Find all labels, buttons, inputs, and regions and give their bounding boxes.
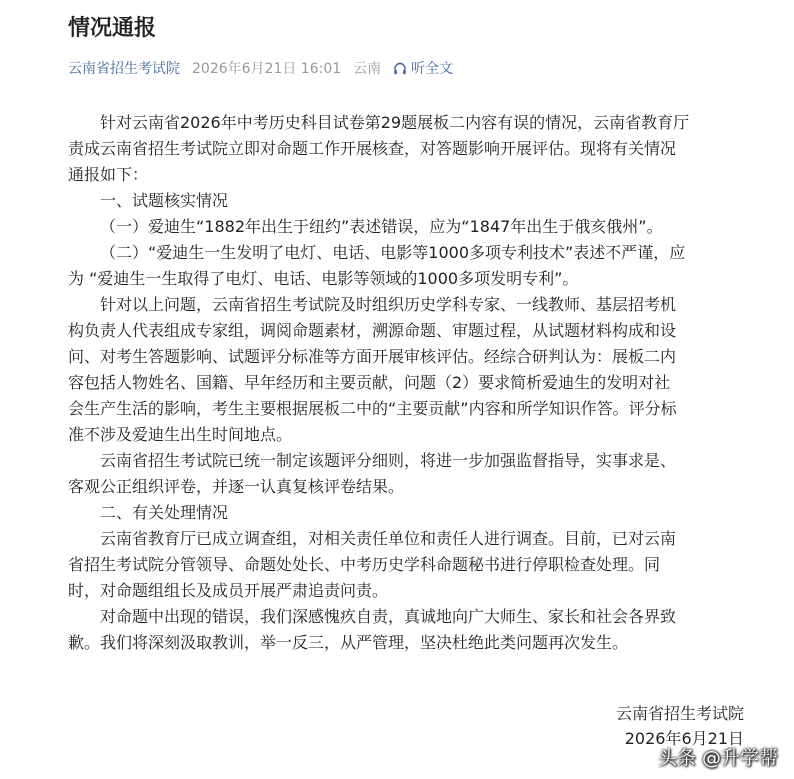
body-line: 歉。我们将深刻汲取教训，举一反三，从严管理，坚决杜绝此类问题再次发生。: [68, 633, 629, 652]
body-line: 责成云南省招生考试院立即对命题工作开展核查，对答题影响开展评估。现将有关情况: [68, 139, 677, 158]
body-line: 通报如下：: [68, 165, 149, 184]
body-line: 时，对命题组组长及成员开展严肃追责问责。: [68, 581, 389, 600]
article-meta: [68, 59, 453, 79]
body-line: 会生产生活的影响，考生主要根据展板二中的“主要贡献”内容和所学知识作答。评分标: [68, 399, 677, 418]
article-title: 情况通报: [68, 16, 157, 41]
article-location: 云南: [353, 61, 382, 77]
body-line: （二）“爱迪生一生发明了电灯、电话、电影等1000多项专利技术”表述不严谨，应: [100, 243, 686, 262]
section-heading: 一、试题核实情况: [100, 191, 229, 210]
body-line: 针对以上问题，云南省招生考试院及时组织历史学科专家、一线教师、基层招考机: [100, 295, 677, 314]
body-line: 为 “爱迪生一生取得了电灯、电话、电影等领域的1000多项发明专利”。: [68, 269, 579, 288]
article-body: [68, 110, 748, 656]
signature-org: 云南省招生考试院: [615, 704, 744, 723]
body-line: 云南省教育厅已成立调查组，对相关责任单位和责任人进行调查。目前，已对云南: [100, 529, 677, 548]
listen-label: 听全文: [411, 61, 454, 77]
body-line: 云南省招生考试院已统一制定该题评分细则，将进一步加强监督指导，实事求是、: [100, 451, 677, 470]
body-line: （一）爱迪生“1882年出生于纽约”表述错误，应为“1847年出生于俄亥俄州”。: [100, 217, 663, 236]
body-line: 针对云南省2026年中考历史科目试卷第29题展板二内容有误的情况，云南省教育厅: [100, 113, 690, 132]
body-line: 对命题中出现的错误，我们深感愧疚自责，真诚地向广大师生、家长和社会各界致: [100, 607, 677, 626]
body-line: 容包括人物姓名、国籍、早年经历和主要贡献，问题（2）要求简析爱迪生的发明对社: [68, 373, 671, 392]
article-source[interactable]: 云南省招生考试院: [68, 61, 180, 77]
body-line: 准不涉及爱迪生出生时间地点。: [68, 425, 293, 444]
body-line: 客观公正组织评卷，并逐一认真复核评卷结果。: [68, 477, 405, 496]
body-line: 问、对考生答题影响、试题评分标准等方面开展审核评估。经综合研判认为：展板二内: [68, 347, 677, 366]
body-line: 省招生考试院分管领导、命题处处长、中考历史学科命题秘书进行停职检查处理。同: [68, 555, 661, 574]
watermark: 头条 @升学帮: [657, 747, 778, 769]
headphones-icon: [393, 62, 407, 76]
signature-date: 2026年6月21日: [624, 729, 744, 748]
article-datetime: 2026年6月21日 16:01: [192, 61, 342, 77]
section-heading: 二、有关处理情况: [100, 503, 229, 522]
body-line: 构负责人代表组成专家组，调阅命题素材，溯源命题、审题过程，从试题材料构成和设: [68, 321, 677, 340]
listen-button[interactable]: [393, 59, 453, 79]
